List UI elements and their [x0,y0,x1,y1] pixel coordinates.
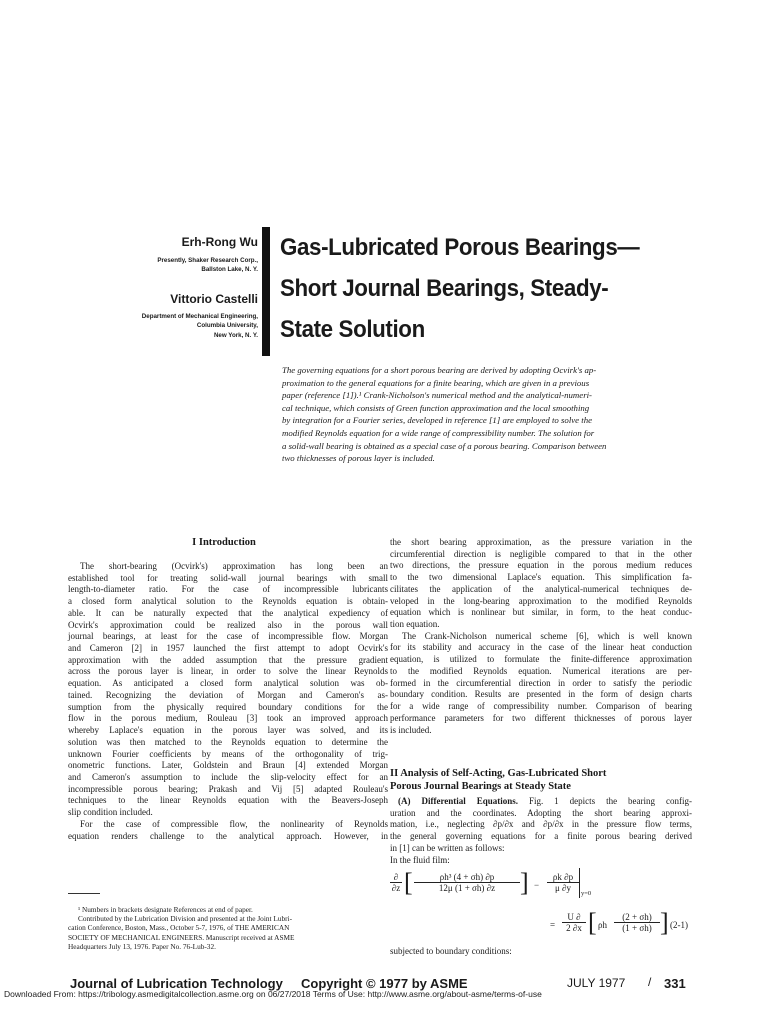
author-1-name: Erh-Rong Wu [181,235,258,249]
footer-page-number: 331 [664,976,686,991]
equation-number: (2-1) [670,920,688,930]
right-column-text-b: (A) Differential Equations. Fig. 1 depicts the bearing config- uration and the coordinates. Adopting the short bearing approxi- mation, i.e., neglecting ∂p/∂x and ∂p/∂x in the pressure flow terms, the general governing equations for a finite porous bearing derived in [1] can be written as follows: In the fluid film: [390,796,692,865]
section-2-heading: II Analysis of Self-Acting, Gas-Lubricated Short Porous Journal Bearings at Steady State [390,768,607,792]
section-1-heading: I Introduction [192,537,256,548]
footnotes: ¹ Numbers in brackets designate References at end of paper. Contributed by the Lubrication Division and presented at the Joint Lubri- cation Conference, Boston, Mass., October 5-7, 1976, of THE AMERICAN SOCIETY OF MECHANICAL ENGINEERS. Manuscript received at ASME Headquarters July 13, 1976. Paper No. 76-Lub-32. [68,905,295,951]
paper-title-line-1: Gas-Lubricated Porous Bearings— [280,234,640,261]
left-column-text: The short-bearing (Ocvirk's) approximation has long been an established tool for treating solid-wall journal bearings with small length-to-diameter ratio. For the case of incompressible lubricants a closed form analytical solution to the Reynolds equation is obtain- able. It can be naturally expected that the analytical expediency of Ocvirk's approximation could be realized also in the porous wall journal bearings, at least for the case of incompressible flow. Morgan and Cameron [2] in 1957 launched the first attempt to adopt Ocvirk's approximation with the added assumption that the pressure gradient across the porous layer is linear, in order to solve the linear Reynolds equation. As anticipated a closed form analytical solution was ob- tained. Recognizing the deviation of Morgan and Cameron's as- sumption from the physically required boundary conditions for the flow in the porous medium, Rouleau [3] took an improved approach whereby Laplace's equation in the porous layer was solved, and its solution was then matched to the Reynolds equation to determine the unknown Fourier coefficients by means of the orthogonality of trig- onometric functions. Later, Goldstein and Braun [4] extended Morgan and Cameron's assumption to include the slip-velocity effect for an incompressible porous bearing; Prakash and Vij [5] adapted Rouleau's techniques to the linear Reynolds equation with the Beavers-Joseph slip condition included. For the case of compressible flow, the nonlinearity of Reynolds equation renders challenge to the analytical approach. However, in [68,561,388,841]
footnote-rule [68,893,100,894]
abstract: The governing equations for a short porous bearing are derived by adopting Ocvirk's ap- proximation to the general equations for a finite bearing, which are given in a previous paper (reference [1]).¹ Crank-Nicholson's numerical method and the analytical-numeri- cal technique, which consists of Green function approximation and the local smoothing by integration for a Fourier series, developed in reference [1] are employed to solve the modified Reynolds equation for a wide range of compressibility number. The solution for a solid-wall bearing is obtained as a special case of a porous bearing. Comparison between two thicknesses of porous layer is included. [282,365,607,464]
footer-journal-name: Journal of Lubrication Technology [70,976,283,991]
subsection-label: (A) Differential Equations. [398,796,518,806]
author-2-name: Vittorio Castelli [170,292,258,306]
boundary-conditions-intro: subjected to boundary conditions: [390,946,512,956]
footer-copyright: Copyright © 1977 by ASME [301,976,468,991]
equation-2-1: ∂ ∂z [ ρh³ (4 + σh) ∂p 12μ (1 + σh) ∂z ] − ρk ∂p μ ∂y y=0 = U ∂ 2 ∂x [ ρh (2 + σh) (1 + σh) ] (2-1) [391,868,688,937]
author-1-affiliation: Presently, Shaker Research Corp., Ballston Lake, N. Y. [157,257,258,274]
author-2-affiliation: Department of Mechanical Engineering, Columbia University, New York, N. Y. [141,313,258,339]
paper-title-line-2: Short Journal Bearings, Steady- [280,275,609,302]
right-column-text-a: the short bearing approximation, as the pressure variation in the circumferential direction is negligible compared to that in the other two directions, the pressure equation in the porous medium reduces to the two dimensional Laplace's equation. This simplification fa- cilitates the application of the analytical-numerical techniques de- veloped in the long-bearing approximation to the modified Reynolds equation which is nonlinear but similar, in form, to the heat conduc- tion equation. The Crank-Nicholson numerical scheme [6], which is well known for its stability and accuracy in the case of the linear heat conduction equation, is utilized to formulate the finite-difference approximation to the modified Reynolds equation. Numerical iterations are per- formed in the circumferential direction in order to satisfy the periodic boundary condition. Results are presented in the form of design charts for a wide range of compressibility number. Comparison of bearing performance parameters for two different thicknesses of porous layer is included. [390,537,692,735]
download-notice: Downloaded From: https://tribology.asmedigitalcollection.asme.org on 06/27/2018 Terms of Use: http://www.asme.org/about-asme/terms-of-use [4,989,542,999]
paper-title-line-3: State Solution [280,316,425,343]
footer-issue-date: JULY 1977 [567,976,626,990]
footer-slash: / [648,975,652,989]
title-rule-bar [262,227,270,356]
